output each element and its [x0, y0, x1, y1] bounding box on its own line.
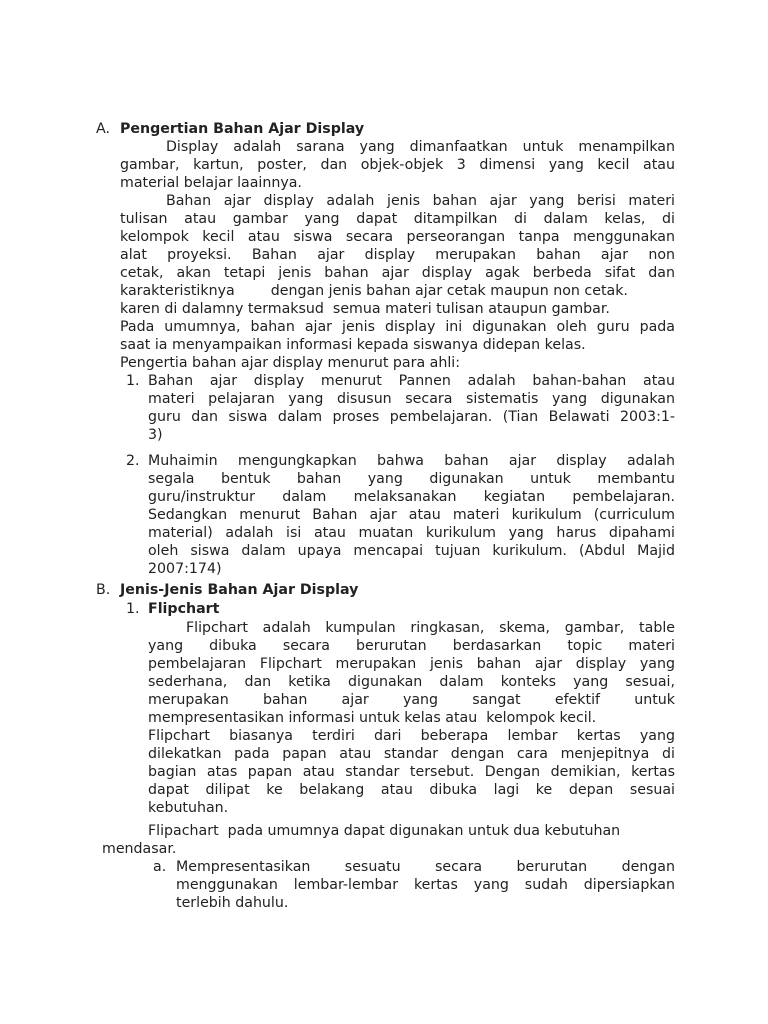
paragraph-line: sederhana, dan ketika digunakan dalam konteks yang sesuai, — [148, 674, 675, 690]
paragraph-line: yang dibuka secara berurutan berdasarkan topic materi — [148, 638, 675, 654]
list-item-line: material) adalah isi atau muatan kurikulum yang harus dipahami — [148, 525, 675, 541]
paragraph-line: gambar, kartun, poster, dan objek-objek 3 dimensi yang kecil atau — [120, 157, 675, 173]
sub-list-line: terlebih dahulu. — [176, 895, 289, 911]
section-b-label: B. — [96, 582, 111, 598]
paragraph-line: Flipchart biasanya terdiri dari beberapa lembar kertas yang — [148, 728, 675, 744]
paragraph-line: Display adalah sarana yang dimanfaatkan untuk menampilkan — [166, 139, 675, 155]
list-item-line: Bahan ajar display menurut Pannen adalah bahan-bahan atau — [148, 373, 675, 389]
paragraph-line: kelompok kecil atau siswa secara perseorangan tanpa menggunakan — [120, 229, 675, 245]
section-a-label: A. — [96, 121, 110, 137]
list-item-line: materi pelajaran yang disusun secara sistematis yang digunakan — [148, 391, 675, 407]
section-b-title: Jenis-Jenis Bahan Ajar Display — [120, 582, 359, 598]
paragraph-line: alat proyeksi. Bahan ajar display merupakan bahan ajar non — [120, 247, 675, 263]
list-item-line: Muhaimin mengungkapkan bahwa bahan ajar display adalah — [148, 453, 675, 469]
paragraph-line: mendasar. — [102, 841, 177, 857]
list-item-line: oleh siswa dalam upaya mencapai tujuan kurikulum. (Abdul Majid — [148, 543, 675, 559]
list-item-line: Sedangkan menurut Bahan ajar atau materi kurikulum (curriculum — [148, 507, 675, 523]
paragraph-line: cetak, akan tetapi jenis bahan ajar display agak berbeda sifat dan — [120, 265, 675, 281]
paragraph-line: kebutuhan. — [148, 800, 229, 816]
sub-list-line: menggunakan lembar-lembar kertas yang sudah dipersiapkan — [176, 877, 675, 893]
list-item-line: 2007:174) — [148, 561, 222, 577]
paragraph-line: bagian atas papan atau standar tersebut. Dengan demikian, kertas — [148, 764, 675, 780]
list-item-line: guru/instruktur dalam melaksanakan kegiatan pembelajaran. — [148, 489, 675, 505]
sub-list-line: Mempresentasikan sesuatu secara berurutan dengan — [176, 859, 675, 875]
paragraph-line: mempresentasikan informasi untuk kelas atau kelompok kecil. — [148, 710, 597, 726]
paragraph-line: dapat dilipat ke belakang atau dibuka lagi ke depan sesuai — [148, 782, 675, 798]
sub-list-label: a. — [153, 859, 167, 875]
list-number: 2. — [126, 453, 140, 469]
paragraph-line: merupakan bahan ajar yang sangat efektif untuk — [148, 692, 675, 708]
paragraph-line: dilekatkan pada papan atau standar dengan cara menjepitnya di — [148, 746, 675, 762]
paragraph-line: pembelajaran Flipchart merupakan jenis bahan ajar display yang — [148, 656, 675, 672]
list-item-line: guru dan siswa dalam proses pembelajaran. (Tian Belawati 2003:1- — [148, 409, 675, 425]
flipchart-heading: Flipchart — [148, 601, 220, 617]
paragraph-line: karen di dalamny termaksud semua materi tulisan ataupun gambar. — [120, 301, 610, 317]
section-a-title: Pengertian Bahan Ajar Display — [120, 121, 365, 137]
paragraph-line: karakteristiknya dengan jenis bahan ajar cetak maupun non cetak. — [120, 283, 628, 299]
paragraph-line: Bahan ajar display adalah jenis bahan ajar yang berisi materi — [166, 193, 675, 209]
paragraph-line: Flipachart pada umumnya dapat digunakan untuk dua kebutuhan — [148, 823, 621, 839]
paragraph-line: saat ia menyampaikan informasi kepada siswanya didepan kelas. — [120, 337, 586, 353]
paragraph-line: tulisan atau gambar yang dapat ditampilkan di dalam kelas, di — [120, 211, 675, 227]
list-item-line: 3) — [148, 427, 163, 443]
list-number: 1. — [126, 601, 140, 617]
list-item-line: segala bentuk bahan yang digunakan untuk membantu — [148, 471, 675, 487]
experts-intro: Pengertia bahan ajar display menurut para ahli: — [120, 355, 461, 371]
list-number: 1. — [126, 373, 140, 389]
paragraph-line: Pada umumnya, bahan ajar jenis display ini digunakan oleh guru pada — [120, 319, 675, 335]
paragraph-line: Flipchart adalah kumpulan ringkasan, skema, gambar, table — [186, 620, 675, 636]
paragraph-line: material belajar laainnya. — [120, 175, 302, 191]
